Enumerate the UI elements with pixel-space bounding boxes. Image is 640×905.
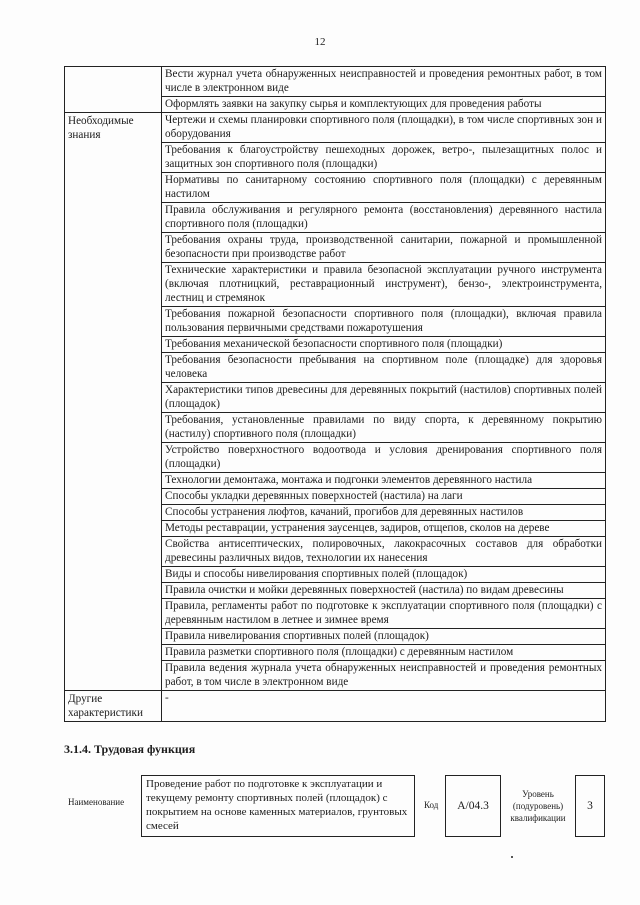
other-characteristics-label: Другие характеристики [65, 691, 162, 722]
knowledge-item: Требования пожарной безопасности спортивного поля (площадки), включая правила пользования первичными средствами пожаротушения [162, 307, 606, 337]
knowledge-item: Требования механической безопасности спортивного поля (площадки) [162, 337, 606, 353]
knowledge-item: Правила нивелирования спортивных полей (площадок) [162, 629, 606, 645]
knowledge-item: Технические характеристики и правила безопасной эксплуатации ручного инструмента (включая плотницкий, реставрационный инструмент), бензо-, электроинструмента, лестниц и стремянок [162, 263, 606, 307]
knowledge-item: Требования безопасности пребывания на спортивном поле (площадке) для здоровья человека [162, 353, 606, 383]
knowledge-item: Требования, установленные правилами по виду спорта, к деревянному покрытию (настилу) спортивного поля (площадки) [162, 413, 606, 443]
knowledge-item: Способы укладки деревянных поверхностей (настила) на лаги [162, 489, 606, 505]
knowledge-item: Правила обслуживания и регулярного ремонта (восстановления) деревянного настила спортивного поля (площадки) [162, 203, 606, 233]
knowledge-item: Устройство поверхностного водоотвода и условия дренирования спортивного поля (площадки) [162, 443, 606, 473]
function-code-label: Код [424, 800, 439, 810]
knowledge-item: Характеристики типов древесины для деревянных покрытий (настилов) спортивных полей (площадок) [162, 383, 606, 413]
knowledge-item: Чертежи и схемы планировки спортивного поля (площадки), в том числе спортивных зон и оборудования [162, 113, 606, 143]
top-item: Вести журнал учета обнаруженных неисправностей и проведения ремонтных работ, в том числе в электронном виде [162, 67, 606, 97]
knowledge-item: Нормативы по санитарному состоянию спортивного поля (площадки) с деревянным настилом [162, 173, 606, 203]
continuation-label-cell [65, 67, 162, 113]
function-code-value: A/04.3 [445, 775, 501, 837]
knowledge-item: Правила, регламенты работ по подготовке к эксплуатации спортивного поля (площадки) с деревянным настилом в летнее и зимнее время [162, 599, 606, 629]
page-number: 12 [314, 36, 326, 48]
table-row [65, 67, 606, 97]
scan-speck [511, 856, 513, 858]
requirements-table [64, 66, 606, 722]
function-name-label: Наименование [68, 797, 125, 807]
table-row [65, 691, 606, 722]
knowledge-item: Способы устранения люфтов, качаний, прогибов для деревянных настилов [162, 505, 606, 521]
knowledge-item: Виды и способы нивелирования спортивных полей (площадок) [162, 567, 606, 583]
top-item: Оформлять заявки на закупку сырья и комплектующих для проведения работы [162, 97, 606, 113]
section-heading: 3.1.4. Трудовая функция [64, 742, 196, 756]
knowledge-item: Требования к благоустройству пешеходных дорожек, ветро-, пылезащитных полос и защитных зон спортивного поля (площадки) [162, 143, 606, 173]
knowledge-item: Требования охраны труда, производственной санитарии, пожарной и промышленной безопасности при производстве работ [162, 233, 606, 263]
knowledge-item: Правила очистки и мойки деревянных поверхностей (настила) по видам древесины [162, 583, 606, 599]
qualification-level-label: Уровень (подуровень) квалификации [510, 789, 566, 823]
knowledge-item: Правила разметки спортивного поля (площадки) с деревянным настилом [162, 645, 606, 661]
qualification-level-value: 3 [575, 775, 605, 837]
table-row [65, 113, 606, 143]
knowledge-item: Методы реставрации, устранения заусенцев, задиров, отщепов, сколов на дереве [162, 521, 606, 537]
knowledge-item: Технологии демонтажа, монтажа и подгонки элементов деревянного настила [162, 473, 606, 489]
knowledge-label: Необходимые знания [65, 113, 162, 691]
knowledge-item: Правила ведения журнала учета обнаруженных неисправностей и проведения ремонтных работ, в том числе в электронном виде [162, 661, 606, 691]
knowledge-item: Свойства антисептических, полировочных, лакокрасочных составов для обработки древесины различных видов, технологии их нанесения [162, 537, 606, 567]
requirements-table-body [65, 67, 606, 722]
other-characteristics-value: - [162, 691, 606, 722]
function-name-value: Проведение работ по подготовке к эксплуатации и текущему ремонту спортивных полей (площадок) с покрытием на основе каменных материалов, грунтовых смесей [141, 775, 415, 837]
